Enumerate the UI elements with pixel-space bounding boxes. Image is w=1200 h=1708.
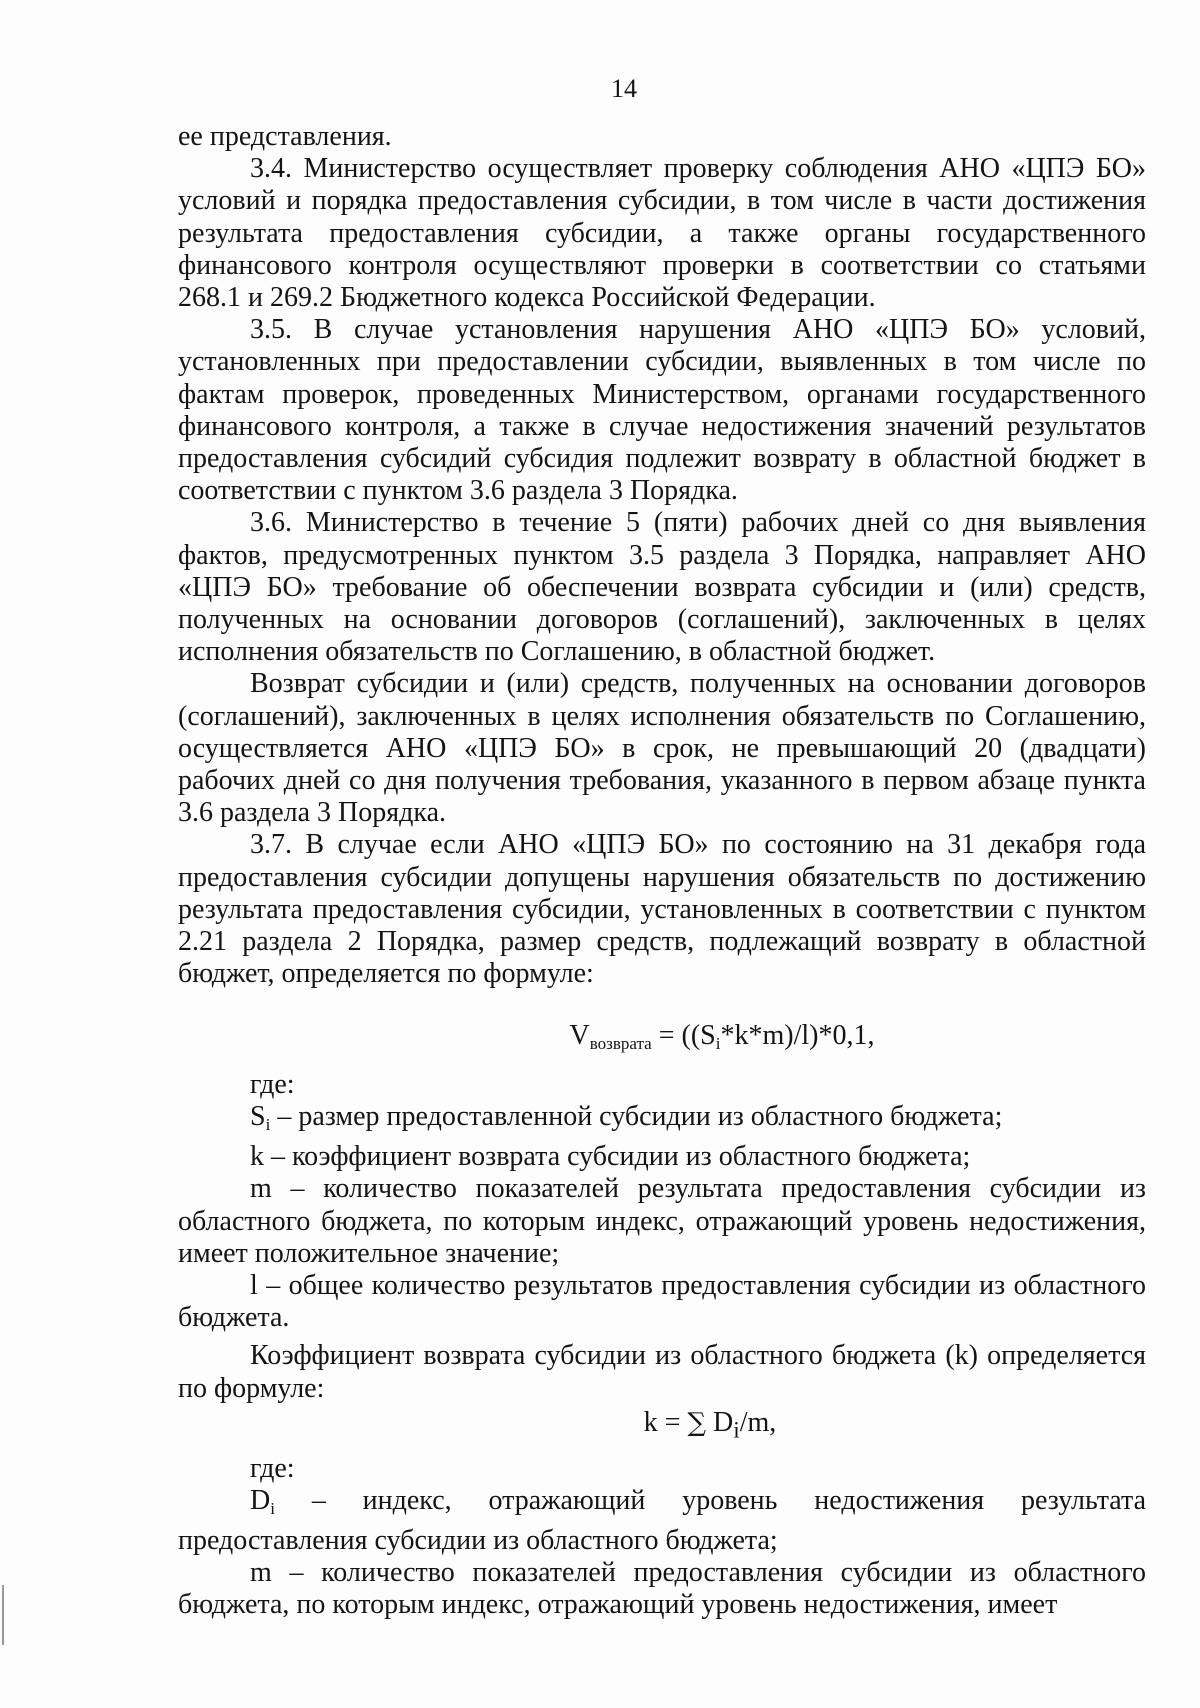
definition-si-subscript: i: [265, 1114, 271, 1134]
scan-edge-mark: [2, 1585, 4, 1645]
definition-di-symbol: D: [250, 1484, 271, 1516]
definition-si: [178, 1101, 1146, 1141]
formula2-d: D: [706, 1406, 734, 1438]
formula-rhs-start: = ((S: [651, 1020, 716, 1052]
paragraph-3-7: 3.7. В случае если АНО «ЦПЭ БО» по состоянию на 31 декабря года предоставления субсидии допущены нарушения обязательств по достижению результата предоставления субсидии, установленных в соответствии с пунктом 2.21 раздела 2 Порядка, размер средств, подлежащий возврату в областной бюджет, определяется по формуле:: [178, 829, 1146, 990]
formula-lhs: V: [569, 1020, 590, 1052]
formula-lhs-subscript: возврата: [589, 1034, 652, 1054]
paragraph-continuation: ее представления.: [178, 121, 392, 152]
definition-l: l – общее количество результатов предоставления субсидии из областного бюджета.: [178, 1269, 1146, 1334]
formula-coefficient: [178, 1407, 1146, 1447]
page-number: 14: [611, 74, 637, 103]
definition-di-text: – индекс, отражающий уровень недостижения результата предоставления субсидии из областного бюджета;: [178, 1484, 1146, 1556]
definition-di: [178, 1485, 1146, 1557]
formula-rhs-end: *k*m)/l)*0,1,: [720, 1020, 875, 1052]
document-body: [178, 121, 1146, 1622]
coefficient-intro: Коэффициент возврата субсидии из областного бюджета (k) определяется по формуле:: [178, 1340, 1146, 1404]
definition-si-text: – размер предоставленной субсидии из областного бюджета;: [270, 1100, 1003, 1132]
sigma-symbol: ∑: [687, 1407, 707, 1438]
formula2-d-subscript: i: [733, 1417, 740, 1444]
definition-k: k – коэффициент возврата субсидии из областного бюджета;: [250, 1141, 971, 1173]
where-label-2: где:: [250, 1452, 295, 1484]
formula2-rest: /m,: [739, 1406, 777, 1438]
paragraph-3-5: 3.5. В случае установления нарушения АНО «ЦПЭ БО» условий, установленных при предоставлении субсидии, выявленных в том числе по фактам проверок, проведенных Министерством, органами государственного финансового контроля, а также в случае недостижения значений результатов предоставления субсидий субсидия подлежит возврату в областной бюджет в соответствии с пунктом 3.6 раздела 3 Порядка.: [178, 314, 1146, 507]
paragraph-3-4: 3.4. Министерство осуществляет проверку соблюдения АНО «ЦПЭ БО» условий и порядка предоставления субсидии, в том числе в части достижения результата предоставления субсидии, а также органы государственного финансового контроля осуществляют проверки в соответствии со статьями 268.1 и 269.2 Бюджетного кодекса Российской Федерации.: [178, 153, 1146, 314]
formula2-lhs: k =: [643, 1406, 688, 1438]
paragraph-3-6: 3.6. Министерство в течение 5 (пяти) рабочих дней со дня выявления фактов, предусмотренных пунктом 3.5 раздела 3 Порядка, направляет АНО «ЦПЭ БО» требование об обеспечении возврата субсидии и (или) средств, полученных на основании договоров (соглашений), заключенных в целях исполнения обязательств по Соглашению, в областной бюджет.: [178, 507, 1146, 668]
definition-m-2: m – количество показателей предоставления субсидии из областного бюджета, по которым индекс, отражающий уровень недостижения, имеет: [178, 1557, 1146, 1621]
definition-si-symbol: S: [250, 1100, 266, 1132]
paragraph-return-terms: Возврат субсидии и (или) средств, полученных на основании договоров (соглашений), заключенных в целях исполнения обязательств по Соглашению, осуществляется АНО «ЦПЭ БО» в срок, не превышающий 20 (двадцати) рабочих дней со дня получения требования, указанного в первом абзаце пункта 3.6 раздела 3 Порядка.: [178, 668, 1146, 829]
definition-di-subscript: i: [270, 1498, 275, 1518]
formula-return-amount: [178, 1020, 1146, 1060]
definition-m: m – количество показателей результата предоставления субсидии из областного бюджета, по которым индекс, отражающий уровень недостижения, имеет положительное значение;: [178, 1173, 1146, 1269]
formula-rhs-subscript: i: [715, 1034, 721, 1054]
where-label-1: где:: [250, 1068, 295, 1100]
